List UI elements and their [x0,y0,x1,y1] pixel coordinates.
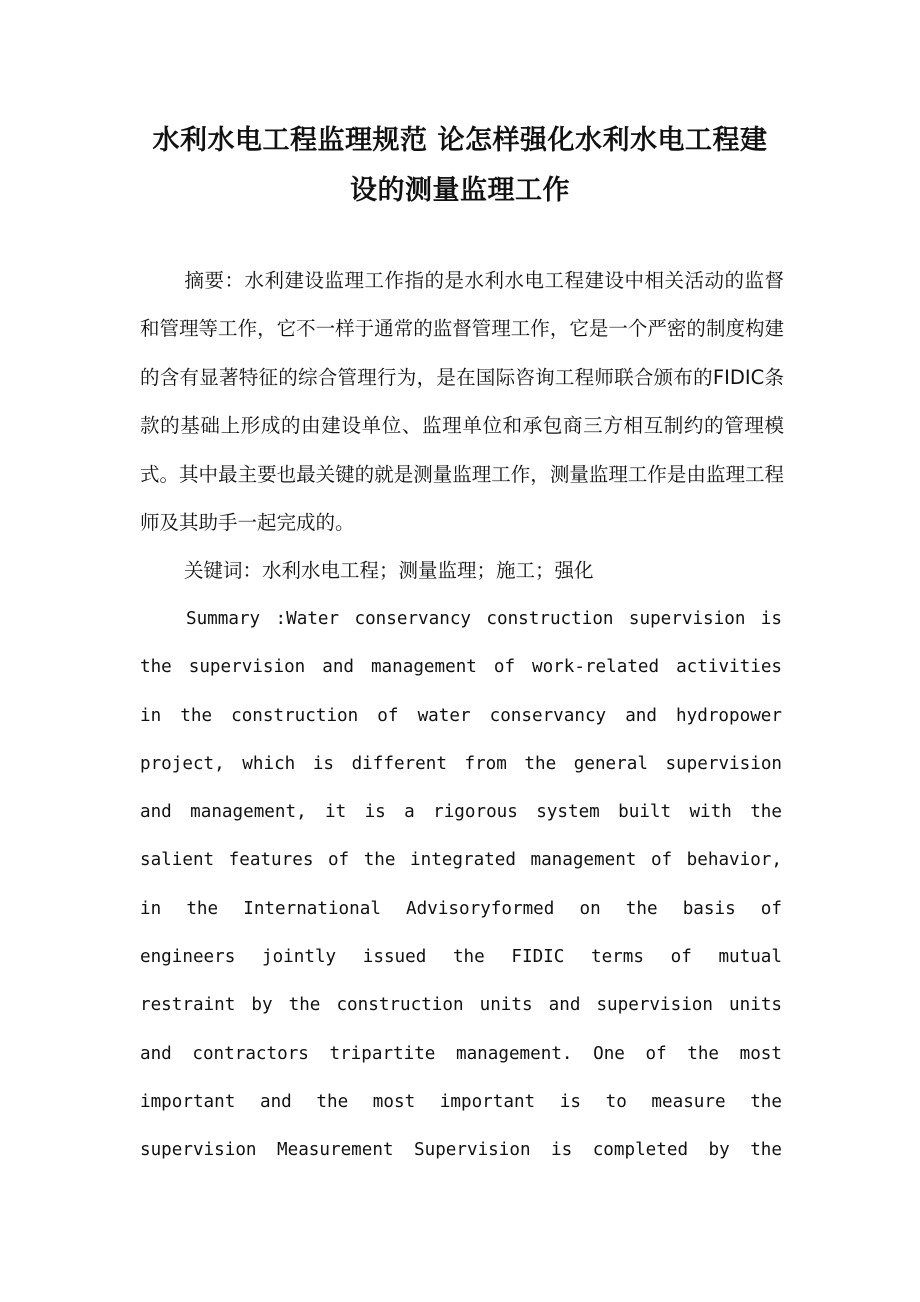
keywords-paragraph [140,547,784,595]
summary-line: and contractors tripartite management. One of the most [140,1043,782,1064]
summary-line: salient features of the integrated management of behavior, [140,850,782,871]
summary-line: important and the most important is to measure the [140,1091,782,1112]
summary-line: engineers jointly issued the FIDIC terms of mutual [140,947,782,968]
summary-line: in the construction of water conservancy and hydropower [140,705,782,726]
summary-line: Summary :Water conservancy construction supervision is [186,609,782,629]
abstract-paragraph [140,257,784,547]
keywords-text: 关键词：水利水电工程；测量监理；施工；强化 [184,559,594,582]
title-line-2: 设的测量监理工作 [350,175,570,206]
summary-line: in the International Advisoryformed on the basis of [140,898,782,919]
summary-line: supervision Measurement Supervision is completed by the [140,1140,782,1161]
summary-paragraph [140,595,782,1175]
summary-line: project, which is different from the general supervision [140,753,782,774]
document-title [140,116,780,216]
abstract-text: 摘要：水利建设监理工作指的是水利水电工程建设中相关活动的监督和管理等工作，它不一样于通常的监督管理工作，它是一个严密的制度构建的含有显著特征的综合管理行为，是在国际咨询工程师联合颁布的FIDIC条款的基础上形成的由建设单位、监理单位和承包商三方相互制约的管理模式。其中最主要也最关键的就是测量监理工作，测量监理工作是由监理工程师及其助手一起完成的。 [140,269,784,535]
summary-line: the supervision and management of work-related activities [140,657,782,678]
title-line-1: 水利水电工程监理规范 论怎样强化水利水电工程建 [152,125,768,156]
summary-line: and management, it is a rigorous system built with the [140,802,782,823]
summary-line: restraint by the construction units and supervision units [140,995,782,1016]
